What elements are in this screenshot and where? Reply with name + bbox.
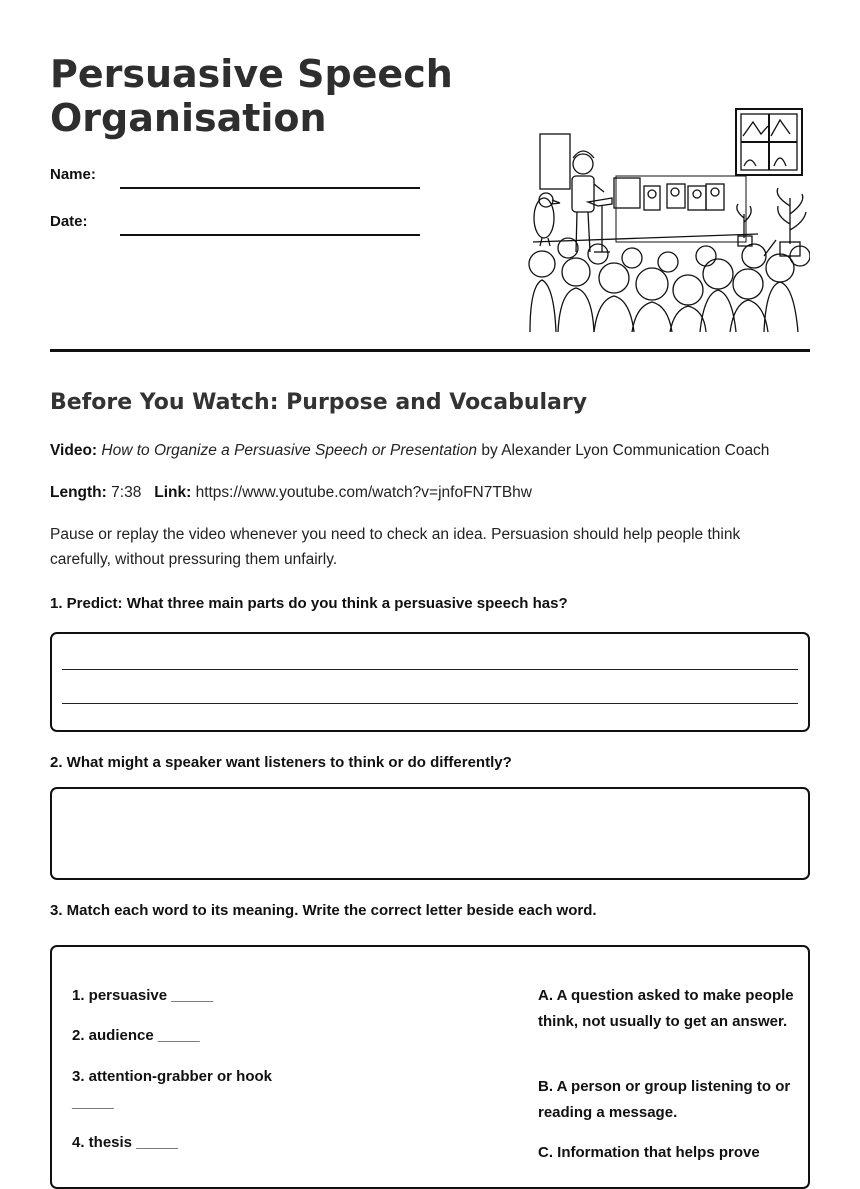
title-line-1: Persuasive Speech	[50, 52, 453, 96]
matching-box	[50, 945, 810, 1189]
video-title: How to Organize a Persuasive Speech or Presentation	[101, 442, 478, 459]
header-divider	[50, 349, 810, 352]
video-author: by Alexander Lyon Communication Coach	[477, 442, 770, 459]
link-label: Link:	[154, 484, 192, 501]
video-info	[50, 438, 810, 463]
answer-line	[62, 669, 798, 670]
match-definition-a: A. A question asked to make people think, not usually to get an answer.	[538, 987, 794, 1030]
length-label: Length:	[50, 484, 107, 501]
video-link[interactable]: https://www.youtube.com/watch?v=jnfoFN7TBhw	[195, 484, 532, 501]
length-value: 7:38	[111, 484, 142, 501]
name-label: Name:	[50, 166, 96, 183]
page-title	[50, 52, 510, 140]
question-3: 3. Match each word to its meaning. Write the correct letter beside each word.	[50, 902, 597, 919]
date-label: Date:	[50, 213, 88, 230]
date-field[interactable]	[120, 234, 420, 236]
section-title: Before You Watch: Purpose and Vocabulary	[50, 390, 588, 415]
match-definition-c: C. Information that helps prove	[538, 1144, 760, 1161]
answer-line	[62, 703, 798, 704]
match-definition-b: B. A person or group listening to or reading a message.	[538, 1078, 791, 1121]
match-word-3: 3. attention-grabber or hook _____	[72, 1068, 273, 1111]
match-word-1: 1. persuasive _____	[72, 987, 213, 1004]
audience-figures	[529, 238, 810, 332]
match-word-2: 2. audience _____	[72, 1027, 200, 1044]
name-field[interactable]	[120, 187, 420, 189]
video-label: Video:	[50, 442, 98, 459]
question-1: 1. Predict: What three main parts do you think a persuasive speech has?	[50, 595, 568, 612]
bird-figure	[534, 193, 560, 246]
length-link-info	[50, 480, 810, 505]
intro-text: Pause or replay the video whenever you need to check an idea. Persuasion should help people think carefully, without pressuring them unfairly.	[50, 526, 741, 568]
title-line-2: Organisation	[50, 96, 327, 140]
match-word-4: 4. thesis _____	[72, 1134, 178, 1151]
answer-box-2[interactable]	[50, 787, 810, 880]
answer-box-1[interactable]	[50, 632, 810, 732]
wall-board	[540, 134, 570, 189]
classroom-speech-illustration	[528, 106, 810, 332]
question-2: 2. What might a speaker want listeners to think or do differently?	[50, 754, 512, 771]
